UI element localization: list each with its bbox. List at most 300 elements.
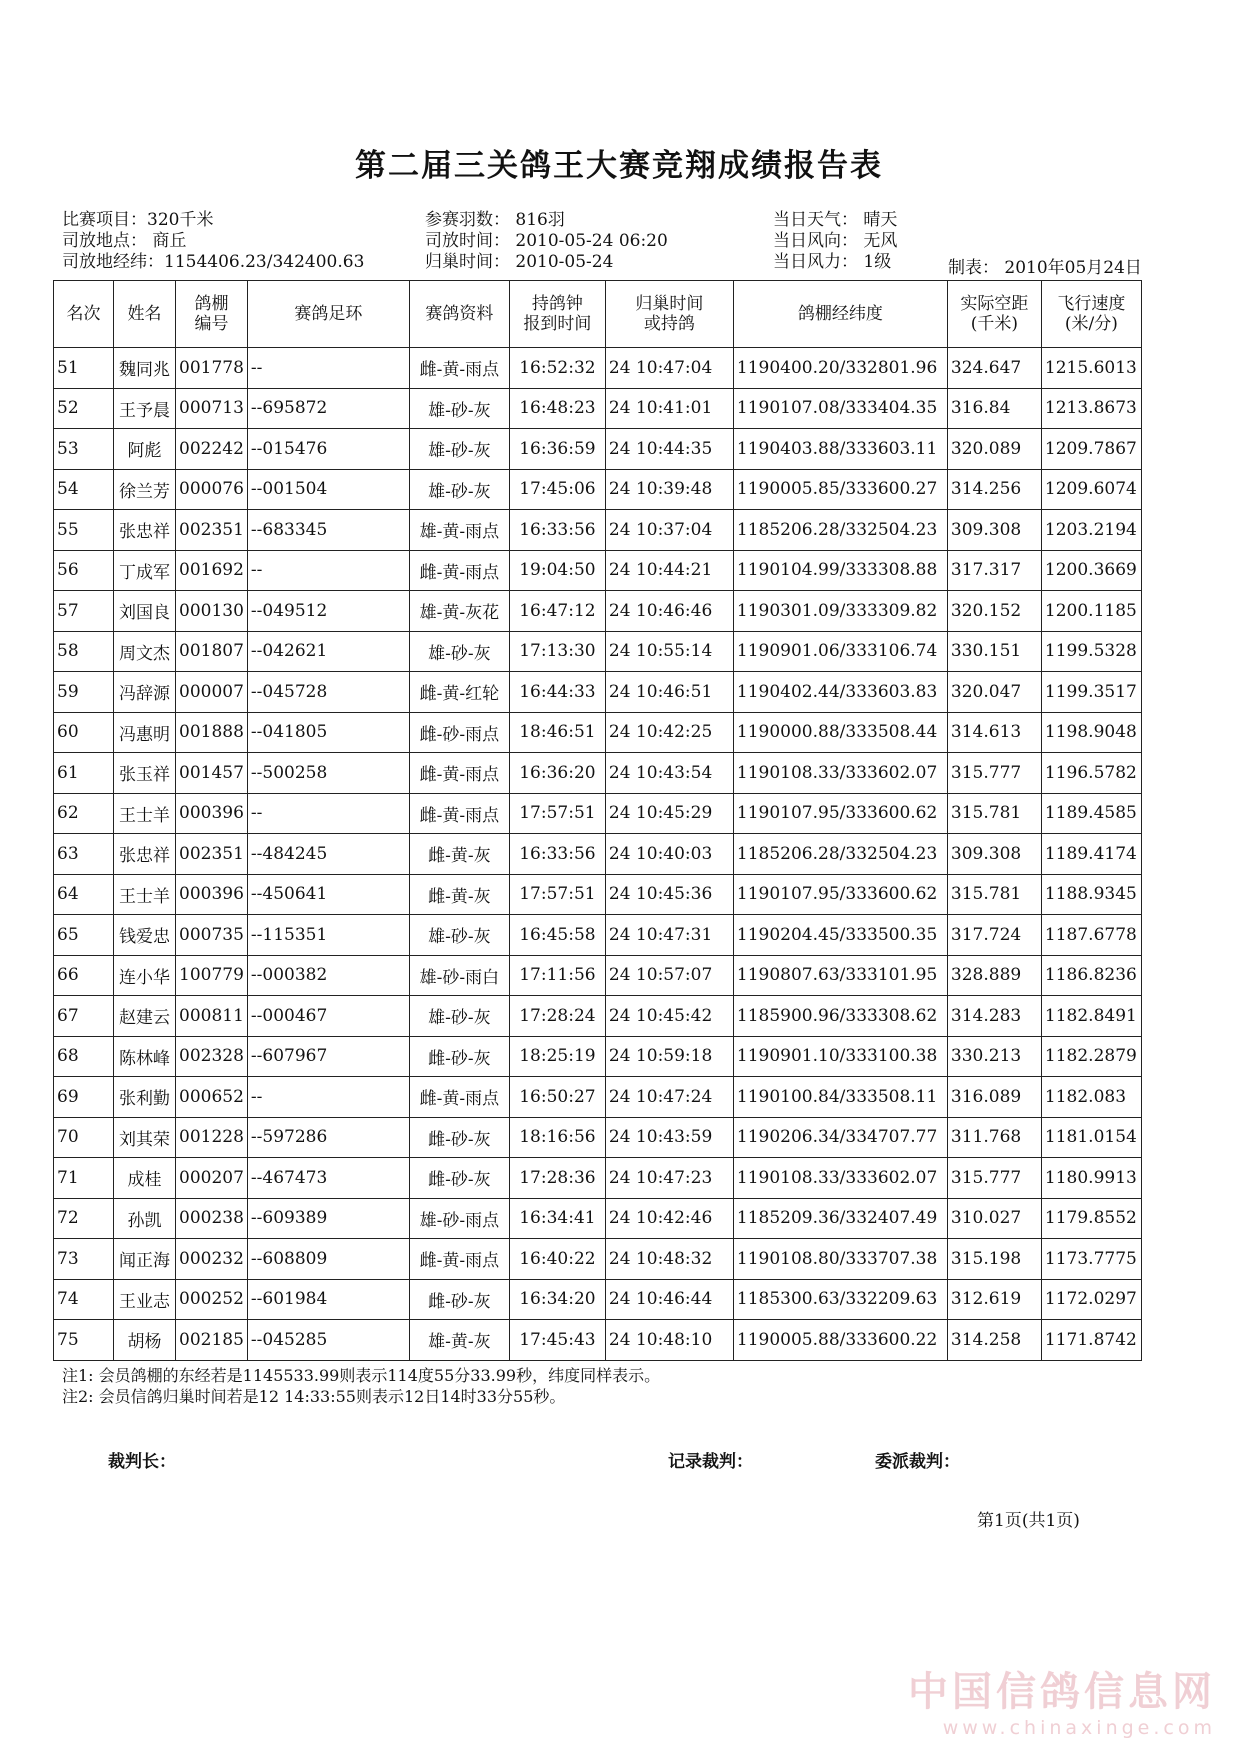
speed-cell: 1189.4174 <box>1041 834 1141 875</box>
header-speed-line2: (米/分) <box>1064 314 1118 334</box>
rank-cell: 66 <box>54 955 114 996</box>
rank-cell: 74 <box>54 1279 114 1320</box>
distance-cell: 315.781 <box>947 793 1041 834</box>
info-cell: 雄-黄-灰花 <box>409 591 509 632</box>
clock-cell: 16:45:58 <box>509 915 605 956</box>
speed-cell: 1171.8742 <box>1041 1320 1141 1361</box>
meta-wind-direction: 当日风向： 无风 <box>773 231 898 251</box>
arrive-cell: 24 10:44:35 <box>605 429 733 470</box>
distance-cell: 320.047 <box>947 672 1041 713</box>
speed-cell: 1215.6013 <box>1041 348 1141 389</box>
table-row <box>54 1077 1142 1118</box>
arrive-cell: 24 10:42:46 <box>605 1198 733 1239</box>
table-row <box>54 672 1142 713</box>
arrive-cell: 24 10:41:01 <box>605 388 733 429</box>
ring-cell: --601984 <box>247 1279 409 1320</box>
name-cell: 魏同兆 <box>114 348 176 389</box>
note-1: 注1: 会员鸽棚的东经若是1145533.99则表示114度55分33.99秒，纬度同样表示。 <box>62 1366 661 1385</box>
meta-release-site: 司放地点： 商丘 <box>62 231 187 251</box>
rank-cell: 53 <box>54 429 114 470</box>
coords-cell: 1190901.10/333100.38 <box>733 1036 947 1077</box>
arrive-cell: 24 10:45:29 <box>605 793 733 834</box>
clock-cell: 16:33:56 <box>509 834 605 875</box>
table-row <box>54 955 1142 996</box>
speed-cell: 1172.0297 <box>1041 1279 1141 1320</box>
info-cell: 雌-黄-雨点 <box>409 753 509 794</box>
chief-referee-label: 裁判长： <box>108 1452 176 1472</box>
name-cell: 胡杨 <box>114 1320 176 1361</box>
meta-weather: 当日天气： 晴天 <box>773 210 898 230</box>
header-rank <box>54 281 114 348</box>
clock-cell: 16:34:20 <box>509 1279 605 1320</box>
ring-cell: -- <box>247 550 409 591</box>
speed-cell: 1196.5782 <box>1041 753 1141 794</box>
arrive-cell: 24 10:48:32 <box>605 1239 733 1280</box>
coords-cell: 1190402.44/333603.83 <box>733 672 947 713</box>
coords-cell: 1190107.95/333600.62 <box>733 793 947 834</box>
header-ring <box>247 281 409 348</box>
arrive-cell: 24 10:47:24 <box>605 1077 733 1118</box>
coords-cell: 1190901.06/333106.74 <box>733 631 947 672</box>
clock-cell: 18:16:56 <box>509 1117 605 1158</box>
header-name-label: 姓名 <box>127 304 162 324</box>
header-arrive <box>605 281 733 348</box>
info-cell: 雌-砂-灰 <box>409 1158 509 1199</box>
clock-cell: 17:57:51 <box>509 793 605 834</box>
clock-cell: 16:40:22 <box>509 1239 605 1280</box>
name-cell: 张忠祥 <box>114 834 176 875</box>
meta-release-time: 司放时间： 2010-05-24 06:20 <box>425 231 668 251</box>
table-header-row <box>54 281 1142 348</box>
info-cell: 雄-砂-雨点 <box>409 1198 509 1239</box>
loft-id-cell: 000811 <box>176 996 248 1037</box>
loft-id-cell: 002185 <box>176 1320 248 1361</box>
info-cell: 雄-砂-灰 <box>409 996 509 1037</box>
header-loft-id-line2: 编号 <box>194 314 229 334</box>
table-row <box>54 996 1142 1037</box>
clock-cell: 17:28:24 <box>509 996 605 1037</box>
header-speed-line1: 飞行速度 <box>1057 294 1126 314</box>
coords-cell: 1190107.08/333404.35 <box>733 388 947 429</box>
loft-id-cell: 001457 <box>176 753 248 794</box>
meta-right <box>773 210 897 273</box>
distance-cell: 316.84 <box>947 388 1041 429</box>
arrive-cell: 24 10:46:51 <box>605 672 733 713</box>
arrive-cell: 24 10:39:48 <box>605 469 733 510</box>
coords-cell: 1190807.63/333101.95 <box>733 955 947 996</box>
rank-cell: 59 <box>54 672 114 713</box>
info-cell: 雌-黄-雨点 <box>409 793 509 834</box>
ring-cell: --609389 <box>247 1198 409 1239</box>
clock-cell: 17:28:36 <box>509 1158 605 1199</box>
name-cell: 冯辞源 <box>114 672 176 713</box>
speed-cell: 1199.3517 <box>1041 672 1141 713</box>
ring-cell: --042621 <box>247 631 409 672</box>
distance-cell: 316.089 <box>947 1077 1041 1118</box>
info-cell: 雌-砂-灰 <box>409 1117 509 1158</box>
info-cell: 雌-砂-灰 <box>409 1279 509 1320</box>
ring-cell: --041805 <box>247 712 409 753</box>
report-title: 第二届三关鸽王大赛竞翔成绩报告表 <box>355 148 883 184</box>
distance-cell: 324.647 <box>947 348 1041 389</box>
speed-cell: 1182.8491 <box>1041 996 1141 1037</box>
name-cell: 赵建云 <box>114 996 176 1037</box>
clock-cell: 16:36:59 <box>509 429 605 470</box>
arrive-cell: 24 10:37:04 <box>605 510 733 551</box>
arrive-cell: 24 10:40:03 <box>605 834 733 875</box>
header-info-label: 赛鸽资料 <box>425 304 494 324</box>
info-cell: 雄-砂-灰 <box>409 631 509 672</box>
table-row <box>54 793 1142 834</box>
name-cell: 连小华 <box>114 955 176 996</box>
ring-cell: -- <box>247 1077 409 1118</box>
coords-cell: 1190104.99/333308.88 <box>733 550 947 591</box>
table-row <box>54 1117 1142 1158</box>
coords-cell: 1190301.09/333309.82 <box>733 591 947 632</box>
clock-cell: 17:11:56 <box>509 955 605 996</box>
table-row <box>54 1158 1142 1199</box>
clock-cell: 16:50:27 <box>509 1077 605 1118</box>
clock-cell: 16:36:20 <box>509 753 605 794</box>
coords-cell: 1190005.85/333600.27 <box>733 469 947 510</box>
name-cell: 张忠祥 <box>114 510 176 551</box>
coords-cell: 1190403.88/333603.11 <box>733 429 947 470</box>
meta-middle <box>425 210 668 273</box>
rank-cell: 73 <box>54 1239 114 1280</box>
info-cell: 雌-黄-雨点 <box>409 1077 509 1118</box>
rank-cell: 61 <box>54 753 114 794</box>
distance-cell: 314.283 <box>947 996 1041 1037</box>
table-row <box>54 874 1142 915</box>
results-body <box>54 348 1142 1361</box>
header-arrive-line2: 或持鸽 <box>643 314 695 334</box>
header-coords <box>733 281 947 348</box>
info-cell: 雄-黄-灰 <box>409 1320 509 1361</box>
watermark <box>908 1660 1216 1739</box>
meta-project: 比赛项目：320千米 <box>62 210 214 230</box>
name-cell: 陈林峰 <box>114 1036 176 1077</box>
clock-cell: 16:34:41 <box>509 1198 605 1239</box>
loft-id-cell: 000232 <box>176 1239 248 1280</box>
speed-cell: 1187.6778 <box>1041 915 1141 956</box>
header-clock-line1: 持鸽钟 <box>531 294 583 314</box>
arrive-cell: 24 10:59:18 <box>605 1036 733 1077</box>
rank-cell: 57 <box>54 591 114 632</box>
speed-cell: 1173.7775 <box>1041 1239 1141 1280</box>
distance-cell: 312.619 <box>947 1279 1041 1320</box>
info-cell: 雌-黄-灰 <box>409 834 509 875</box>
name-cell: 阿彪 <box>114 429 176 470</box>
ring-cell: --450641 <box>247 874 409 915</box>
header-distance <box>947 281 1041 348</box>
ring-cell: --500258 <box>247 753 409 794</box>
arrive-cell: 24 10:46:46 <box>605 591 733 632</box>
arrive-cell: 24 10:45:42 <box>605 996 733 1037</box>
rank-cell: 72 <box>54 1198 114 1239</box>
loft-id-cell: 001807 <box>176 631 248 672</box>
table-row <box>54 510 1142 551</box>
arrive-cell: 24 10:43:59 <box>605 1117 733 1158</box>
name-cell: 王予晨 <box>114 388 176 429</box>
coords-cell: 1190005.88/333600.22 <box>733 1320 947 1361</box>
info-cell: 雌-黄-雨点 <box>409 550 509 591</box>
name-cell: 孙凯 <box>114 1198 176 1239</box>
speed-cell: 1182.083 <box>1041 1077 1141 1118</box>
rank-cell: 68 <box>54 1036 114 1077</box>
loft-id-cell: 000252 <box>176 1279 248 1320</box>
header-distance-line2: (千米) <box>970 314 1019 334</box>
table-row <box>54 388 1142 429</box>
speed-cell: 1199.5328 <box>1041 631 1141 672</box>
rank-cell: 63 <box>54 834 114 875</box>
notes <box>62 1365 660 1407</box>
loft-id-cell: 002328 <box>176 1036 248 1077</box>
coords-cell: 1185209.36/332407.49 <box>733 1198 947 1239</box>
rank-cell: 52 <box>54 388 114 429</box>
coords-cell: 1190108.80/333707.38 <box>733 1239 947 1280</box>
name-cell: 钱爱忠 <box>114 915 176 956</box>
loft-id-cell: 001888 <box>176 712 248 753</box>
name-cell: 王业志 <box>114 1279 176 1320</box>
distance-cell: 315.777 <box>947 1158 1041 1199</box>
distance-cell: 330.151 <box>947 631 1041 672</box>
arrive-cell: 24 10:55:14 <box>605 631 733 672</box>
coords-cell: 1185206.28/332504.23 <box>733 834 947 875</box>
clock-cell: 18:46:51 <box>509 712 605 753</box>
speed-cell: 1209.7867 <box>1041 429 1141 470</box>
rank-cell: 65 <box>54 915 114 956</box>
recording-referee-label: 记录裁判： <box>668 1452 753 1472</box>
distance-cell: 330.213 <box>947 1036 1041 1077</box>
clock-cell: 17:57:51 <box>509 874 605 915</box>
table-row <box>54 712 1142 753</box>
info-cell: 雄-砂-灰 <box>409 469 509 510</box>
loft-id-cell: 000207 <box>176 1158 248 1199</box>
distance-cell: 328.889 <box>947 955 1041 996</box>
meta-participants: 参赛羽数： 816羽 <box>425 210 565 230</box>
loft-id-cell: 000396 <box>176 874 248 915</box>
loft-id-cell: 000713 <box>176 388 248 429</box>
info-cell: 雄-砂-灰 <box>409 388 509 429</box>
loft-id-cell: 000007 <box>176 672 248 713</box>
ring-cell: --049512 <box>247 591 409 632</box>
name-cell: 刘国良 <box>114 591 176 632</box>
clock-cell: 16:44:33 <box>509 672 605 713</box>
distance-cell: 309.308 <box>947 510 1041 551</box>
table-row <box>54 429 1142 470</box>
loft-id-cell: 001778 <box>176 348 248 389</box>
ring-cell: --484245 <box>247 834 409 875</box>
ring-cell: --467473 <box>247 1158 409 1199</box>
header-arrive-line1: 归巢时间 <box>635 294 704 314</box>
header-loft-id <box>176 281 248 348</box>
distance-cell: 314.258 <box>947 1320 1041 1361</box>
clock-cell: 16:52:32 <box>509 348 605 389</box>
table-row <box>54 469 1142 510</box>
clock-cell: 19:04:50 <box>509 550 605 591</box>
loft-id-cell: 002242 <box>176 429 248 470</box>
table-row <box>54 631 1142 672</box>
rank-cell: 51 <box>54 348 114 389</box>
arrive-cell: 24 10:42:25 <box>605 712 733 753</box>
clock-cell: 17:45:43 <box>509 1320 605 1361</box>
coords-cell: 1190107.95/333600.62 <box>733 874 947 915</box>
meta-release-coords: 司放地经纬：1154406.23/342400.63 <box>62 252 365 272</box>
info-cell: 雄-砂-灰 <box>409 429 509 470</box>
header-clock <box>509 281 605 348</box>
info-cell: 雌-砂-雨点 <box>409 712 509 753</box>
speed-cell: 1209.6074 <box>1041 469 1141 510</box>
name-cell: 冯惠明 <box>114 712 176 753</box>
rank-cell: 75 <box>54 1320 114 1361</box>
meta-left <box>62 210 364 273</box>
speed-cell: 1180.9913 <box>1041 1158 1141 1199</box>
header-loft-id-line1: 鸽棚 <box>194 294 229 314</box>
rank-cell: 56 <box>54 550 114 591</box>
speed-cell: 1200.1185 <box>1041 591 1141 632</box>
coords-cell: 1185300.63/332209.63 <box>733 1279 947 1320</box>
name-cell: 成桂 <box>114 1158 176 1199</box>
header-distance-line1: 实际空距 <box>960 294 1029 314</box>
arrive-cell: 24 10:44:21 <box>605 550 733 591</box>
ring-cell: -- <box>247 793 409 834</box>
header-name <box>114 281 176 348</box>
ring-cell: --000467 <box>247 996 409 1037</box>
distance-cell: 315.777 <box>947 753 1041 794</box>
loft-id-cell: 000238 <box>176 1198 248 1239</box>
name-cell: 徐兰芳 <box>114 469 176 510</box>
info-cell: 雌-黄-雨点 <box>409 348 509 389</box>
rank-cell: 54 <box>54 469 114 510</box>
distance-cell: 320.152 <box>947 591 1041 632</box>
meta-wind-force: 当日风力： 1级 <box>773 252 892 272</box>
speed-cell: 1179.8552 <box>1041 1198 1141 1239</box>
distance-cell: 314.256 <box>947 469 1041 510</box>
meta-made-by: 制表： 2010年05月24日 <box>948 258 1142 278</box>
coords-cell: 1190108.33/333602.07 <box>733 1158 947 1199</box>
loft-id-cell: 100779 <box>176 955 248 996</box>
table-row <box>54 591 1142 632</box>
rank-cell: 58 <box>54 631 114 672</box>
clock-cell: 17:13:30 <box>509 631 605 672</box>
header-clock-line2: 报到时间 <box>523 314 592 334</box>
arrive-cell: 24 10:48:10 <box>605 1320 733 1361</box>
name-cell: 王士羊 <box>114 874 176 915</box>
rank-cell: 60 <box>54 712 114 753</box>
rank-cell: 70 <box>54 1117 114 1158</box>
info-cell: 雌-黄-灰 <box>409 874 509 915</box>
distance-cell: 315.781 <box>947 874 1041 915</box>
distance-cell: 311.768 <box>947 1117 1041 1158</box>
loft-id-cell: 001692 <box>176 550 248 591</box>
info-cell: 雄-砂-雨白 <box>409 955 509 996</box>
speed-cell: 1182.2879 <box>1041 1036 1141 1077</box>
rank-cell: 71 <box>54 1158 114 1199</box>
ring-cell: --597286 <box>247 1117 409 1158</box>
watermark-url: www.chinaxinge.com <box>942 1717 1216 1739</box>
speed-cell: 1213.8673 <box>1041 388 1141 429</box>
arrive-cell: 24 10:46:44 <box>605 1279 733 1320</box>
loft-id-cell: 002351 <box>176 834 248 875</box>
speed-cell: 1186.8236 <box>1041 955 1141 996</box>
name-cell: 闻正海 <box>114 1239 176 1280</box>
coords-cell: 1190000.88/333508.44 <box>733 712 947 753</box>
loft-id-cell: 002351 <box>176 510 248 551</box>
table-row <box>54 753 1142 794</box>
table-row <box>54 1279 1142 1320</box>
table-row <box>54 1036 1142 1077</box>
arrive-cell: 24 10:47:04 <box>605 348 733 389</box>
distance-cell: 317.724 <box>947 915 1041 956</box>
distance-cell: 314.613 <box>947 712 1041 753</box>
coords-cell: 1190204.45/333500.35 <box>733 915 947 956</box>
results-table <box>53 280 1142 1361</box>
clock-cell: 18:25:19 <box>509 1036 605 1077</box>
ring-cell: --607967 <box>247 1036 409 1077</box>
header-coords-label: 鸽棚经纬度 <box>797 304 883 324</box>
table-row <box>54 915 1142 956</box>
table-row <box>54 1198 1142 1239</box>
name-cell: 刘其荣 <box>114 1117 176 1158</box>
loft-id-cell: 000652 <box>176 1077 248 1118</box>
table-row <box>54 1320 1142 1361</box>
table-row <box>54 834 1142 875</box>
ring-cell: -- <box>247 348 409 389</box>
ring-cell: --015476 <box>247 429 409 470</box>
note-2: 注2: 会员信鸽归巢时间若是12 14:33:55则表示12日14时33分55秒。 <box>62 1387 566 1406</box>
info-cell: 雌-黄-红轮 <box>409 672 509 713</box>
coords-cell: 1190206.34/334707.77 <box>733 1117 947 1158</box>
loft-id-cell: 000396 <box>176 793 248 834</box>
speed-cell: 1203.2194 <box>1041 510 1141 551</box>
ring-cell: --001504 <box>247 469 409 510</box>
meta-return-time: 归巢时间： 2010-05-24 <box>425 252 614 272</box>
name-cell: 周文杰 <box>114 631 176 672</box>
name-cell: 张利勤 <box>114 1077 176 1118</box>
table-row <box>54 550 1142 591</box>
arrive-cell: 24 10:45:36 <box>605 874 733 915</box>
ring-cell: --045285 <box>247 1320 409 1361</box>
rank-cell: 62 <box>54 793 114 834</box>
table-row <box>54 348 1142 389</box>
rank-cell: 55 <box>54 510 114 551</box>
speed-cell: 1181.0154 <box>1041 1117 1141 1158</box>
rank-cell: 69 <box>54 1077 114 1118</box>
header-speed <box>1041 281 1141 348</box>
table-row <box>54 1239 1142 1280</box>
info-cell: 雌-黄-雨点 <box>409 1239 509 1280</box>
header-info <box>409 281 509 348</box>
speed-cell: 1189.4585 <box>1041 793 1141 834</box>
speed-cell: 1198.9048 <box>1041 712 1141 753</box>
coords-cell: 1185900.96/333308.62 <box>733 996 947 1037</box>
coords-cell: 1185206.28/332504.23 <box>733 510 947 551</box>
coords-cell: 1190100.84/333508.11 <box>733 1077 947 1118</box>
ring-cell: --115351 <box>247 915 409 956</box>
loft-id-cell: 000130 <box>176 591 248 632</box>
ring-cell: --000382 <box>247 955 409 996</box>
loft-id-cell: 000076 <box>176 469 248 510</box>
ring-cell: --608809 <box>247 1239 409 1280</box>
arrive-cell: 24 10:47:23 <box>605 1158 733 1199</box>
distance-cell: 315.198 <box>947 1239 1041 1280</box>
info-cell: 雄-砂-灰 <box>409 915 509 956</box>
loft-id-cell: 000735 <box>176 915 248 956</box>
clock-cell: 16:48:23 <box>509 388 605 429</box>
clock-cell: 17:45:06 <box>509 469 605 510</box>
distance-cell: 309.308 <box>947 834 1041 875</box>
coords-cell: 1190108.33/333602.07 <box>733 753 947 794</box>
